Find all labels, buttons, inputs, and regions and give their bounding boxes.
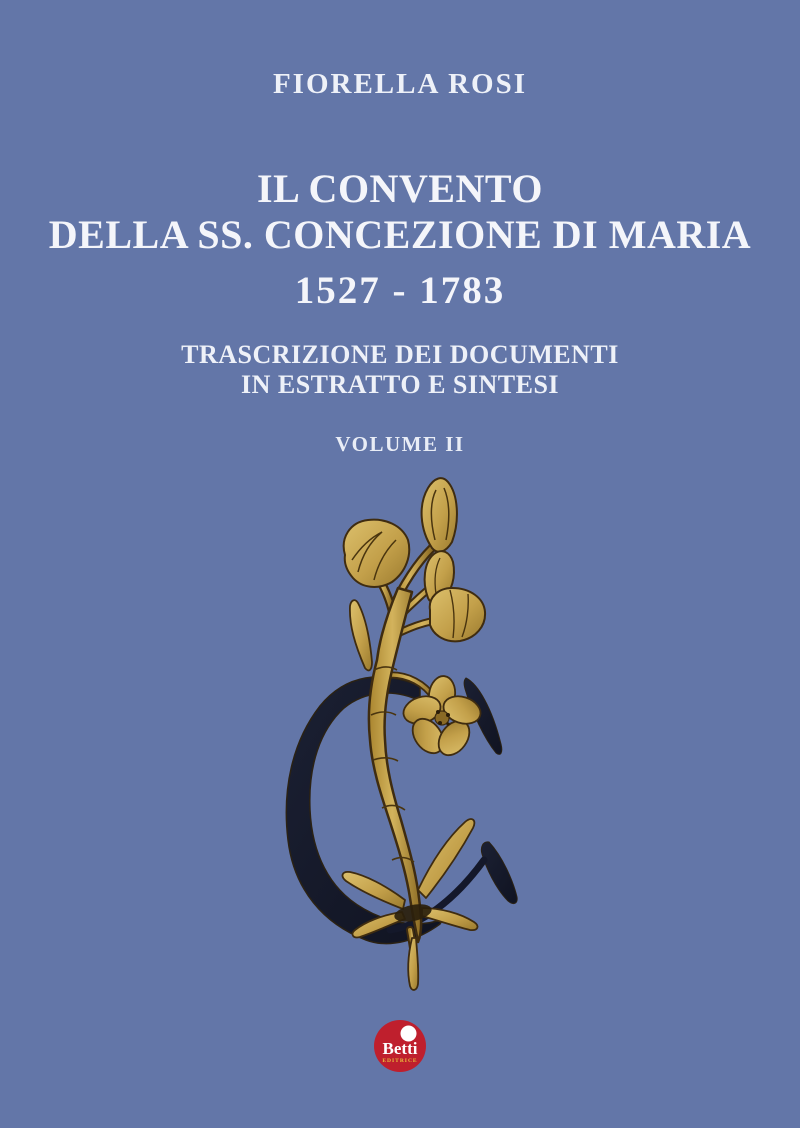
- left-bloom: [344, 520, 410, 587]
- publisher-logo: [372, 1018, 428, 1076]
- title-dates: 1527 - 1783: [294, 269, 506, 312]
- bell-flower: [430, 588, 485, 641]
- flower-initial-svg: [270, 460, 550, 1000]
- subtitle-line-2: IN ESTRATTO E SINTESI: [240, 370, 560, 399]
- publisher-name: Betti: [382, 1039, 418, 1058]
- book-title: [0, 166, 800, 258]
- top-bud: [422, 478, 457, 552]
- title-line-2: DELLA SS. CONCEZIONE DI MARIA: [48, 212, 752, 257]
- left-leaf: [350, 600, 372, 670]
- betti-editrice-badge: [372, 1018, 428, 1076]
- illuminated-initial-illustration: [270, 460, 550, 1000]
- publisher-imprint: EDITRICE: [382, 1058, 418, 1064]
- volume-label: VOLUME II: [335, 432, 465, 456]
- book-subtitle: [0, 340, 800, 400]
- author-name: FIORELLA ROSI: [272, 68, 528, 100]
- subtitle-line-1: TRASCRIZIONE DEI DOCUMENTI: [181, 340, 619, 369]
- title-line-1: IL CONVENTO: [257, 166, 543, 211]
